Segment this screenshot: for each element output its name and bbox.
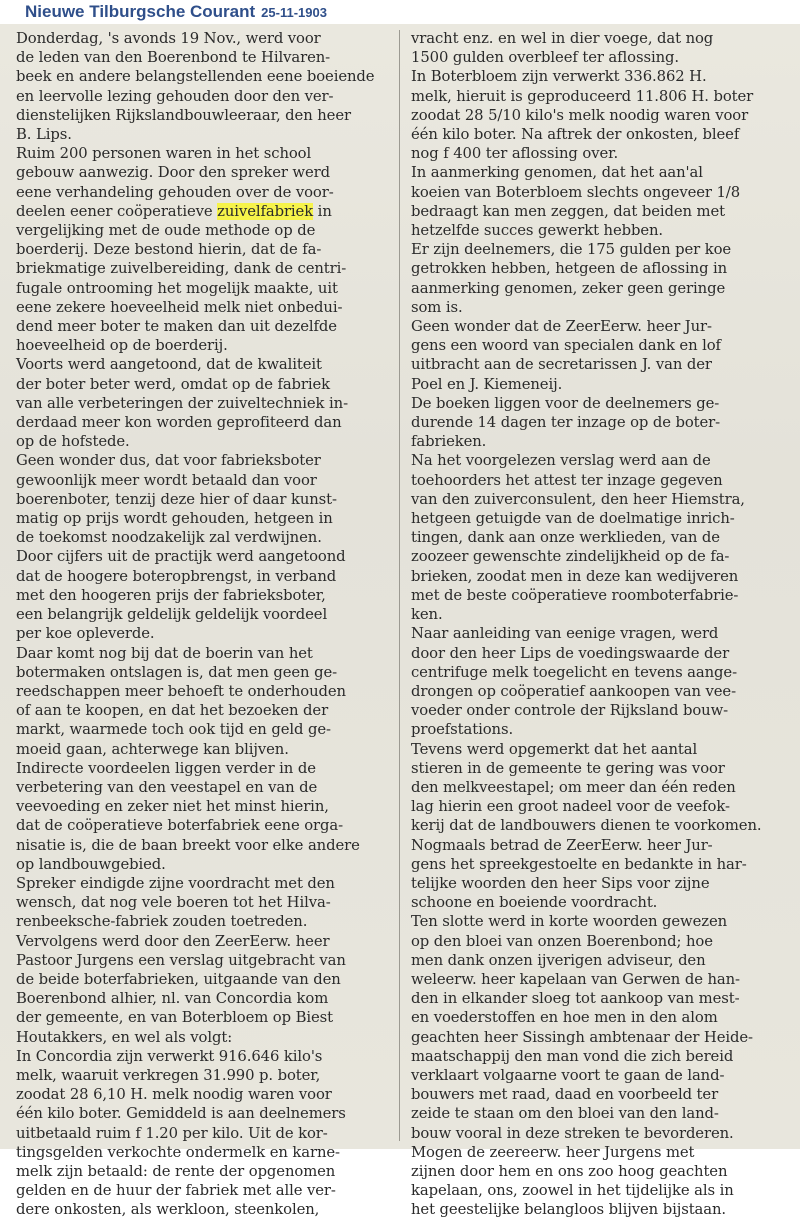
text-line: brieken, zoodat men in deze kan wedijveren bbox=[411, 567, 739, 585]
text-line: In Boterbloem zijn verwerkt 336.862 H. bbox=[411, 68, 707, 86]
article-paragraph bbox=[16, 29, 388, 144]
text-line: briekmatige zuivelbereiding, dank de centri- bbox=[16, 260, 347, 278]
text-line: In aanmerking genomen, dat het aan'al bbox=[411, 164, 703, 182]
text-line: gens het spreekgestoelte en bedankte in har- bbox=[411, 855, 747, 873]
text-line: Geen wonder dus, dat voor fabrieksboter bbox=[16, 452, 321, 470]
text-line: eene verhandeling gehouden over de voor- bbox=[16, 183, 334, 201]
text-line: of aan te koopen, en dat het bezoeken der bbox=[16, 702, 329, 720]
text-line: bouw vooral in deze streken te bevorderen. bbox=[411, 1124, 734, 1142]
text-line: en leervolle lezing gehouden door den ver- bbox=[16, 87, 334, 105]
text-line: met den hoogeren prijs der fabrieksboter, bbox=[16, 586, 326, 604]
text-line: 1500 gulden overbleef ter aflossing. bbox=[411, 49, 679, 67]
article-paragraph bbox=[16, 355, 388, 451]
text-line: Daar komt nog bij dat de boerin van het bbox=[16, 644, 313, 662]
text-line: melk, waaruit verkregen 31.990 p. boter, bbox=[16, 1066, 321, 1084]
text-line: nisatie is, die de baan breekt voor elke andere bbox=[16, 836, 360, 854]
text-line: zijnen door hem en ons zoo hoog geachten bbox=[411, 1162, 728, 1180]
text-line: Voorts werd aangetoond, dat de kwaliteit bbox=[16, 356, 322, 374]
text-line: van den zuiverconsulent, den heer Hiemstra, bbox=[411, 490, 745, 508]
text-line: Er zijn deelnemers, die 175 gulden per koe bbox=[411, 241, 732, 259]
text-line: hetgeen getuigde van de doelmatige inrich- bbox=[411, 510, 735, 528]
text-line: de toekomst noodzakelijk zal verdwijnen. bbox=[16, 529, 322, 547]
text-line: hetzelfde succes gewerkt hebben. bbox=[411, 222, 664, 240]
article-paragraph bbox=[411, 624, 783, 739]
column-divider bbox=[399, 30, 400, 1141]
text-line: Nogmaals betrad de ZeerEerw. heer Jur- bbox=[411, 836, 713, 854]
text-line: Poel en J. Kiemeneij. bbox=[411, 375, 563, 393]
text-line: op de hofstede. bbox=[16, 433, 130, 451]
text-line: Indirecte voordeelen liggen verder in de bbox=[16, 759, 316, 777]
text-line: door den heer Lips de voedingswaarde der bbox=[411, 644, 730, 662]
text-line: zoodat 28 5/10 kilo's melk noodig waren voor bbox=[411, 106, 749, 124]
text-line: per koe opleverde. bbox=[16, 625, 155, 643]
text-line: op den bloei van onzen Boerenbond; hoe bbox=[411, 932, 713, 950]
text-line: der boter beter werd, omdat op de fabriek bbox=[16, 375, 331, 393]
text-line: Vervolgens werd door den ZeerEerw. heer bbox=[16, 932, 330, 950]
text-line: gewoonlijk meer wordt betaald dan voor bbox=[16, 471, 317, 489]
page-header bbox=[0, 0, 800, 24]
text-line: In Concordia zijn verwerkt 916.646 kilo's bbox=[16, 1047, 323, 1065]
text-line: met de beste coöperatieve roomboterfabrie- bbox=[411, 586, 739, 604]
text-fragment: deelen eener coöperatieve bbox=[16, 202, 218, 220]
article-paragraph bbox=[16, 451, 388, 547]
text-line: matig op prijs wordt gehouden, hetgeen in bbox=[16, 510, 333, 528]
text-line: veevoeding en zeker niet het minst hierin, bbox=[16, 798, 329, 816]
text-line: boerderij. Deze bestond hierin, dat de fa- bbox=[16, 241, 322, 259]
text-line: vergelijking met de oude methode op de bbox=[16, 222, 316, 240]
text-line: der gemeente, en van Boterbloem op Biest bbox=[16, 1009, 333, 1027]
text-line: één kilo boter. Na aftrek der onkosten, bleef bbox=[411, 126, 740, 144]
publication-date: 25-11-1903 bbox=[261, 5, 327, 20]
text-line: getrokken hebben, hetgeen de aflossing in bbox=[411, 260, 728, 278]
article-paragraph bbox=[411, 836, 783, 913]
text-line: beek en andere belangstellenden eene boeiende bbox=[16, 68, 375, 86]
text-line: Tevens werd opgemerkt dat het aantal bbox=[411, 740, 698, 758]
newspaper-clipping bbox=[0, 24, 800, 1219]
text-line: moeid gaan, achterwege kan blijven. bbox=[16, 740, 289, 758]
article-column-right bbox=[411, 29, 783, 1219]
text-line: weleerw. heer kapelaan van Gerwen de han- bbox=[411, 970, 740, 988]
text-line: van alle verbeteringen der zuiveltechniek in- bbox=[16, 394, 348, 412]
article-paragraph bbox=[16, 1047, 388, 1220]
text-line: dere onkosten, als werkloon, steenkolen, bbox=[16, 1201, 320, 1219]
text-line: de beide boterfabrieken, uitgaande van den bbox=[16, 970, 341, 988]
text-line: lag hierin een groot nadeel voor de veefok- bbox=[411, 798, 730, 816]
article-column-left bbox=[16, 29, 388, 1219]
article-paragraph bbox=[411, 451, 783, 624]
text-line: de leden van den Boerenbond te Hilvaren- bbox=[16, 49, 331, 67]
article-paragraph bbox=[16, 547, 388, 643]
text-line: en voederstoffen en hoe men in den alom bbox=[411, 1009, 718, 1027]
text-line: Geen wonder dat de ZeerEerw. heer Jur- bbox=[411, 318, 712, 336]
text-line: Door cijfers uit de practijk werd aangetoond bbox=[16, 548, 346, 566]
article-paragraph bbox=[16, 932, 388, 1047]
article-paragraph bbox=[411, 29, 783, 67]
text-line: botermaken ontslagen is, dat men geen ge- bbox=[16, 663, 338, 681]
text-line: schoone en boeiende voordracht. bbox=[411, 894, 658, 912]
text-line-highlighted bbox=[16, 203, 332, 220]
text-line: verbetering van den veestapel en van de bbox=[16, 778, 318, 796]
text-line: wensch, dat nog vele boeren tot het Hilva- bbox=[16, 894, 331, 912]
text-line: eene zekere hoeveelheid melk niet onbedui- bbox=[16, 298, 343, 316]
text-line: melk zijn betaald: de rente der opgenomen bbox=[16, 1162, 336, 1180]
text-line: men dank onzen ijverigen adviseur, den bbox=[411, 951, 706, 969]
article-paragraph bbox=[16, 874, 388, 932]
text-line: dat de hoogere boteropbrengst, in verband bbox=[16, 567, 337, 585]
article-paragraph bbox=[411, 67, 783, 163]
text-line: den in elkander sloeg tot aankoop van mest- bbox=[411, 990, 740, 1008]
text-line: ken. bbox=[411, 606, 443, 624]
text-line: Boerenbond alhier, nl. van Concordia kom bbox=[16, 990, 329, 1008]
text-line: gebouw aanwezig. Door den spreker werd bbox=[16, 164, 330, 182]
article-paragraph bbox=[16, 644, 388, 759]
search-highlight: zuivelfabriek bbox=[217, 202, 314, 220]
text-line: proefstations. bbox=[411, 721, 514, 739]
text-line: een belangrijk geldelijk geldelijk voordeel bbox=[16, 606, 328, 624]
text-line: één kilo boter. Gemiddeld is aan deelnemers bbox=[16, 1105, 346, 1123]
text-line: bouwers met raad, daad en voorbeeld ter bbox=[411, 1086, 719, 1104]
text-line: Naar aanleiding van eenige vragen, werd bbox=[411, 625, 719, 643]
text-line: dat de coöperatieve boterfabriek eene orga- bbox=[16, 817, 343, 835]
text-line: durende 14 dagen ter inzage op de boter- bbox=[411, 414, 721, 432]
text-line: Spreker eindigde zijne voordracht met den bbox=[16, 874, 335, 892]
text-line: tingen, dank aan onze werklieden, van de bbox=[411, 529, 720, 547]
text-line: toehoorders het attest ter inzage gegeven bbox=[411, 471, 723, 489]
text-line: maatschappij den man vond die zich bereid bbox=[411, 1047, 734, 1065]
text-line: Pastoor Jurgens een verslag uitgebracht van bbox=[16, 951, 346, 969]
text-line: voeder onder controle der Rijksland bouw- bbox=[411, 702, 729, 720]
text-line: Na het voorgelezen verslag werd aan de bbox=[411, 452, 711, 470]
text-line: geachten heer Sissingh ambtenaar der Heide- bbox=[411, 1028, 753, 1046]
article-paragraph bbox=[411, 912, 783, 1142]
text-line: vracht enz. en wel in dier voege, dat nog bbox=[411, 30, 714, 47]
text-line: tingsgelden verkochte ondermelk en karne- bbox=[16, 1143, 340, 1161]
text-line: stieren in de gemeente te gering was voor bbox=[411, 759, 725, 777]
text-line: melk, hieruit is geproduceerd 11.806 H. boter bbox=[411, 87, 754, 105]
text-line: boerenboter, tenzij deze hier of daar kunst- bbox=[16, 490, 337, 508]
text-line: het geestelijke belangloos blijven bijstaan. bbox=[411, 1201, 727, 1219]
text-line: B. Lips. bbox=[16, 126, 72, 144]
text-line: Houtakkers, en wel als volgt: bbox=[16, 1028, 233, 1046]
text-line: markt, waarmede toch ook tijd en geld ge- bbox=[16, 721, 331, 739]
text-line: drongen op coöperatief aankoopen van vee- bbox=[411, 682, 736, 700]
text-line: Ten slotte werd in korte woorden gewezen bbox=[411, 913, 728, 931]
text-line: Ruim 200 personen waren in het school bbox=[16, 145, 312, 163]
text-line: uitbracht aan de secretarissen J. van der bbox=[411, 356, 712, 374]
text-line: kapelaan, ons, zoowel in het tijdelijke als in bbox=[411, 1182, 734, 1200]
text-line: som is. bbox=[411, 298, 463, 316]
article-paragraph bbox=[411, 240, 783, 317]
text-line: fugale ontrooming het mogelijk maakte, uit bbox=[16, 279, 338, 297]
text-line: bedraagt kan men zeggen, dat beiden met bbox=[411, 202, 725, 220]
text-line: nog f 400 ter aflossing over. bbox=[411, 145, 619, 163]
article-paragraph bbox=[411, 394, 783, 452]
text-line: hoeveelheid op de boerderij. bbox=[16, 337, 228, 355]
article-paragraph bbox=[411, 163, 783, 240]
article-paragraph bbox=[411, 317, 783, 394]
text-line: Donderdag, 's avonds 19 Nov., werd voor bbox=[16, 30, 321, 47]
text-line: verklaart volgaarne voort te gaan de land- bbox=[411, 1066, 725, 1084]
text-line: gelden en de huur der fabriek met alle ver- bbox=[16, 1182, 336, 1200]
text-line: op landbouwgebied. bbox=[16, 855, 166, 873]
text-line: den melkveestapel; om meer dan één reden bbox=[411, 778, 736, 796]
article-paragraph bbox=[16, 759, 388, 874]
text-line: centrifuge melk toegelicht en tevens aange- bbox=[411, 663, 737, 681]
text-line: reedschappen meer behoeft te onderhouden bbox=[16, 682, 346, 700]
text-line: zoodat 28 6,10 H. melk noodig waren voor bbox=[16, 1086, 332, 1104]
text-line: uitbetaald ruim f 1.20 per kilo. Uit de kor- bbox=[16, 1124, 328, 1142]
text-line: De boeken liggen voor de deelnemers ge- bbox=[411, 394, 720, 412]
text-line: zeide te staan om den bloei van den land- bbox=[411, 1105, 719, 1123]
text-line: renbeeksche-fabriek zouden toetreden. bbox=[16, 913, 308, 931]
text-line: kerij dat de landbouwers dienen te voorkomen. bbox=[411, 817, 762, 835]
article-paragraph bbox=[411, 740, 783, 836]
text-line: fabrieken. bbox=[411, 433, 487, 451]
article-paragraph bbox=[16, 144, 388, 355]
text-fragment: in bbox=[313, 202, 332, 220]
text-line: zoozeer gewenschte zindelijkheid op de fa- bbox=[411, 548, 730, 566]
text-line: Mogen de zeereerw. heer Jurgens met bbox=[411, 1143, 695, 1161]
text-line: dienstelijken Rijkslandbouwleeraar, den heer bbox=[16, 106, 351, 124]
article-paragraph bbox=[411, 1143, 783, 1220]
text-line: aanmerking genomen, zeker geen geringe bbox=[411, 279, 726, 297]
text-line: telijke woorden den heer Sips voor zijne bbox=[411, 874, 710, 892]
text-line: koeien van Boterbloem slechts ongeveer 1/8 bbox=[411, 183, 741, 201]
text-line: gens een woord van specialen dank en lof bbox=[411, 337, 721, 355]
text-line: dend meer boter te maken dan uit dezelfde bbox=[16, 318, 337, 336]
newspaper-masthead: Nieuwe Tilburgsche Courant bbox=[25, 2, 256, 21]
text-line: derdaad meer kon worden geprofiteerd dan bbox=[16, 414, 342, 432]
